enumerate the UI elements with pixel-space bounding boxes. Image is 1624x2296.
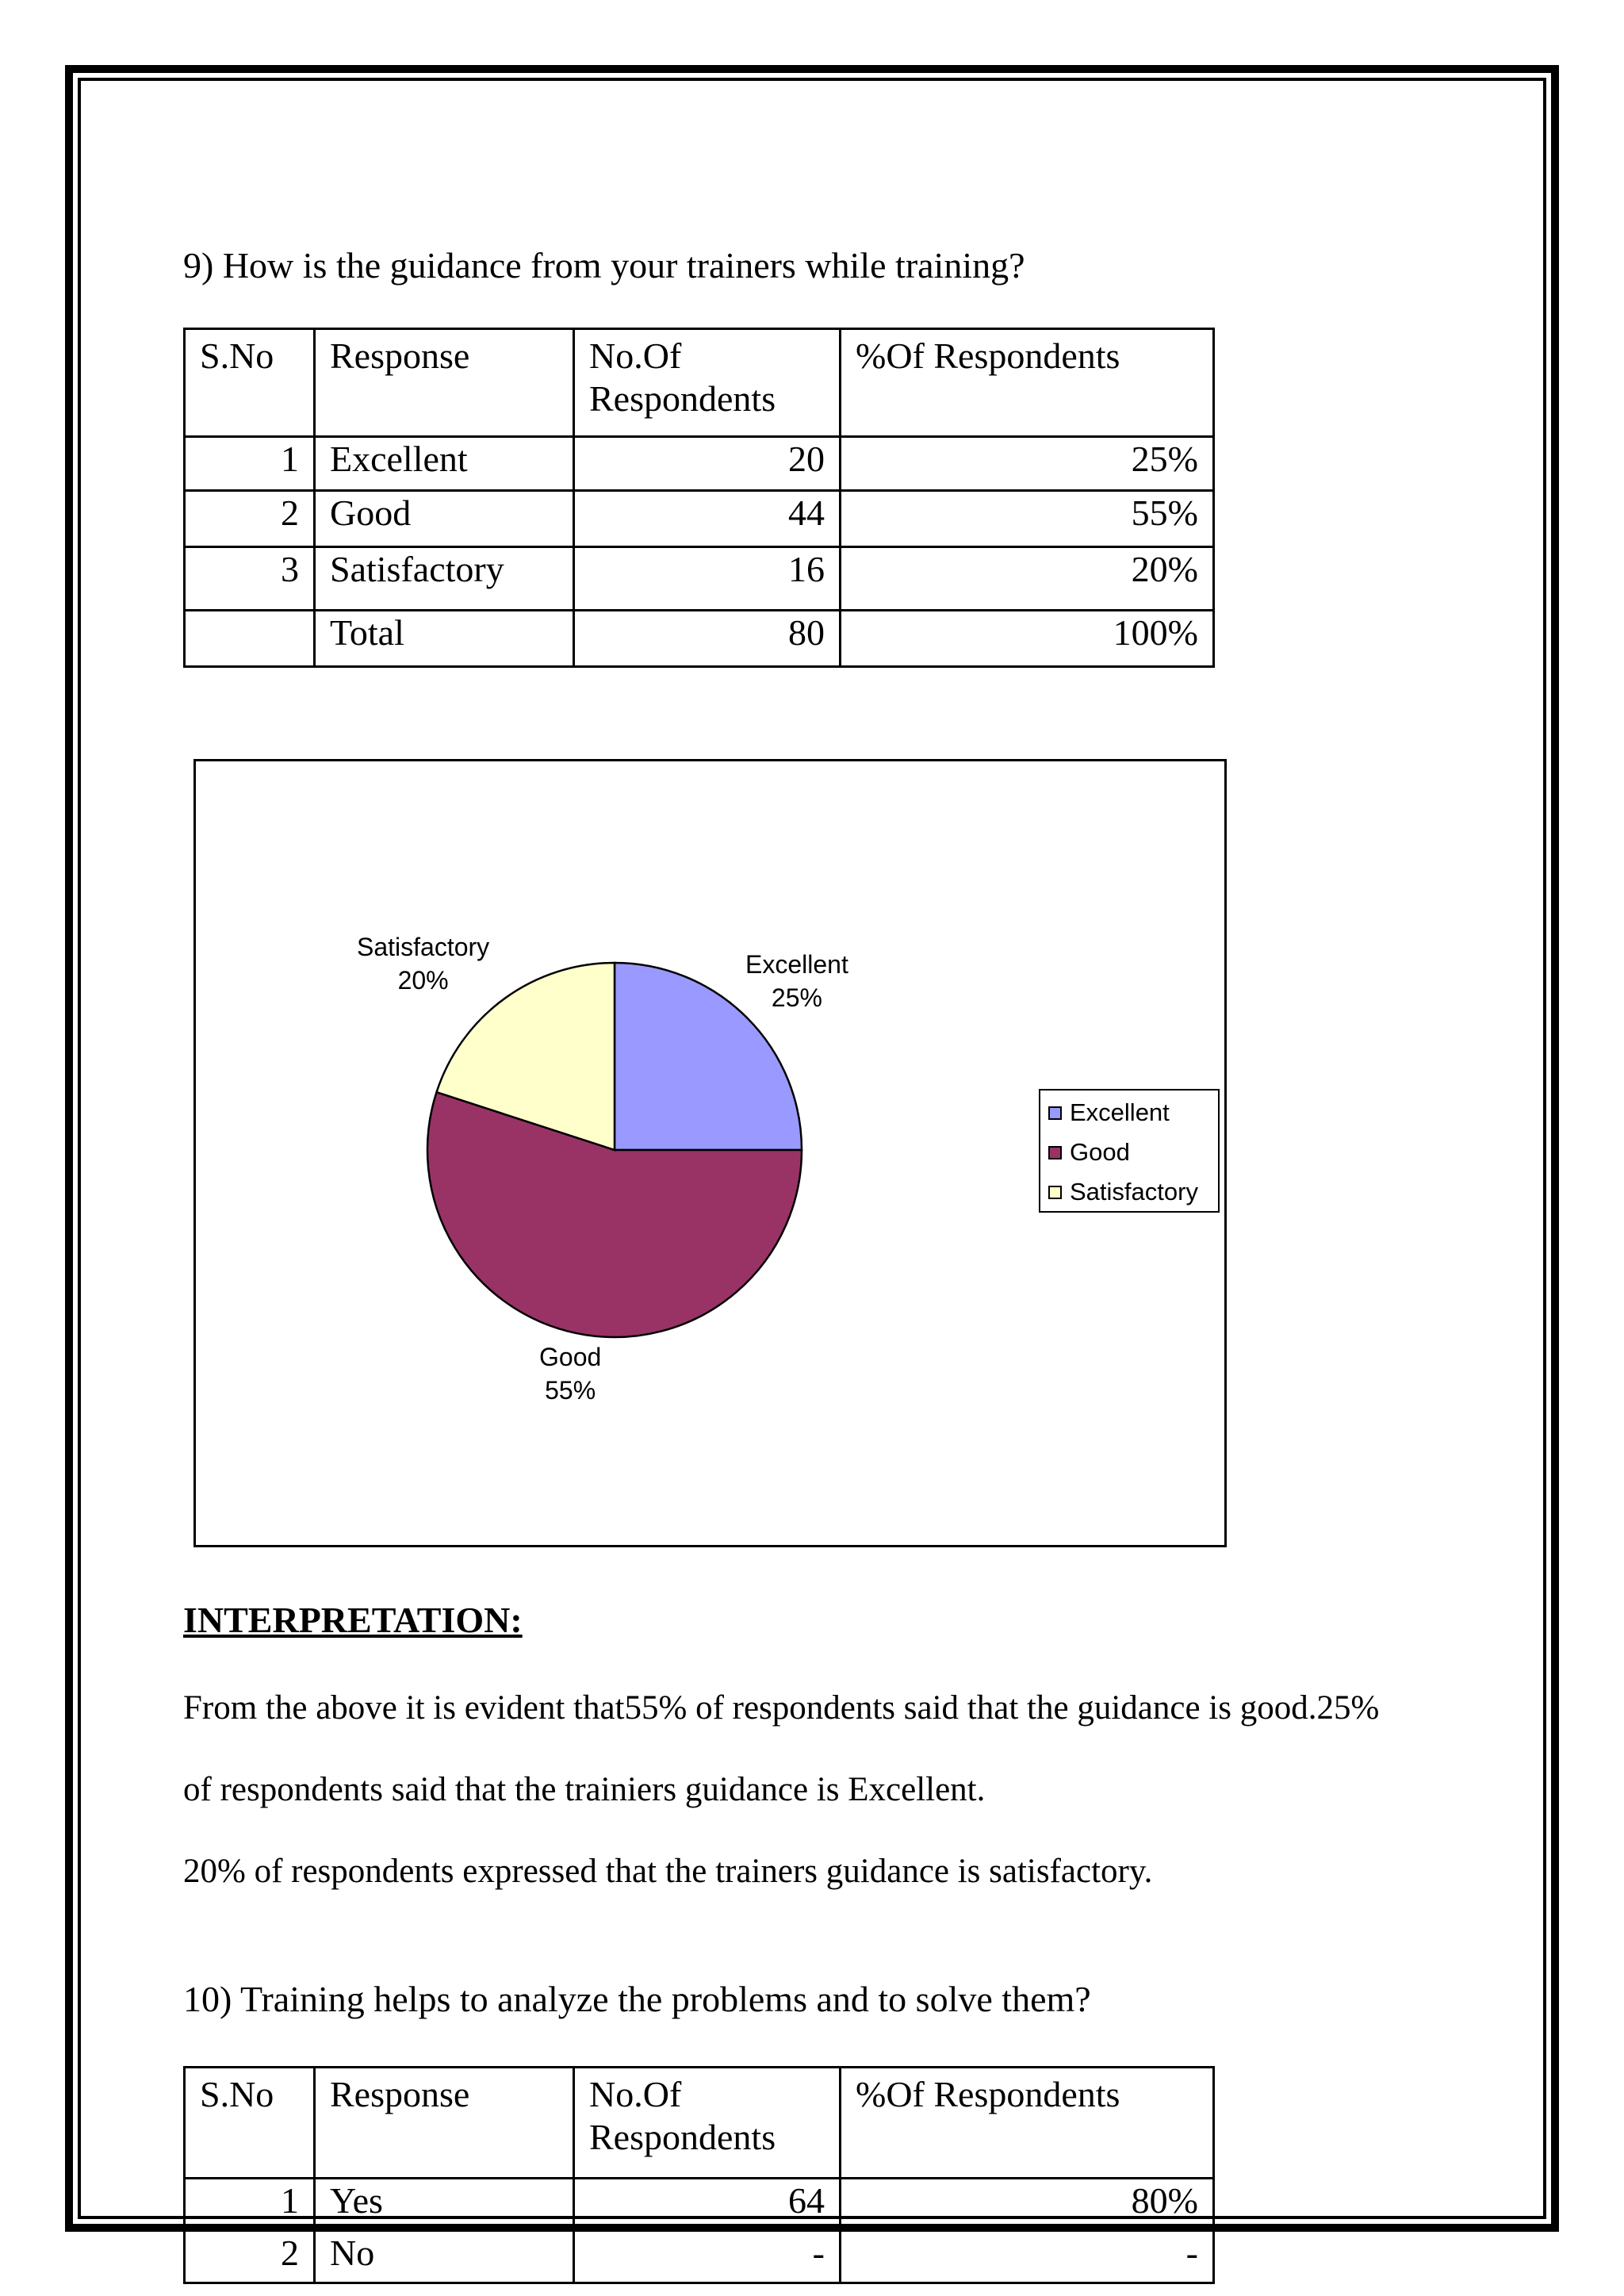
- legend-item-excellent: [1048, 1097, 1170, 1129]
- interpretation-heading: INTERPRETATION:: [183, 1600, 523, 1640]
- legend-label: Satisfactory: [1070, 1178, 1198, 1205]
- cell-response: No: [315, 2231, 574, 2283]
- legend-item-good: [1048, 1137, 1130, 1168]
- header-count: No.Of Respondents: [574, 329, 841, 437]
- slice-label-satisfactory-pct: 20%: [397, 966, 449, 995]
- table-row: [185, 2231, 1214, 2283]
- legend-item-satisfactory: [1048, 1176, 1198, 1208]
- cell-count: 44: [574, 491, 841, 547]
- slice-label-good-pct: 55%: [545, 1376, 596, 1405]
- legend-swatch: [1048, 1106, 1062, 1120]
- question-9: 9) How is the guidance from your trainers while training?: [183, 245, 1025, 286]
- cell-count: 16: [574, 547, 841, 611]
- cell-sno: 1: [185, 2179, 315, 2231]
- table-header-row: [185, 2068, 1214, 2179]
- cell-sno: 2: [185, 491, 315, 547]
- cell-percent: -: [841, 2231, 1214, 2283]
- cell-count: 64: [574, 2179, 841, 2231]
- question-10: 10) Training helps to analyze the problems and to solve them?: [183, 1979, 1091, 2019]
- interpretation-line: From the above it is evident that55% of respondents said that the guidance is good.25%: [183, 1689, 1380, 1727]
- table-row: [185, 2179, 1214, 2231]
- cell-sno: 2: [185, 2231, 315, 2283]
- cell-percent: 100%: [841, 611, 1214, 667]
- cell-count: -: [574, 2231, 841, 2283]
- header-response: Response: [315, 329, 574, 437]
- cell-sno: 3: [185, 547, 315, 611]
- interpretation-line: 20% of respondents expressed that the trainers guidance is satisfactory.: [183, 1853, 1153, 1890]
- slice-label-excellent-name: Excellent: [745, 950, 848, 979]
- chart-legend: [1039, 1089, 1220, 1213]
- header-count: No.Of Respondents: [574, 2068, 841, 2179]
- cell-response: Total: [315, 611, 574, 667]
- slice-label-excellent: [745, 948, 848, 1014]
- slice-label-excellent-pct: 25%: [771, 983, 822, 1012]
- header-percent: %Of Respondents: [841, 2068, 1214, 2179]
- cell-percent: 80%: [841, 2179, 1214, 2231]
- cell-response: Yes: [315, 2179, 574, 2231]
- cell-percent: 55%: [841, 491, 1214, 547]
- slice-label-satisfactory: [357, 930, 489, 997]
- slice-label-satisfactory-name: Satisfactory: [357, 933, 490, 961]
- slice-label-good: [539, 1340, 601, 1407]
- q10-table: [183, 2066, 1215, 2284]
- cell-count: 20: [574, 437, 841, 491]
- header-percent: %Of Respondents: [841, 329, 1214, 437]
- cell-response: Good: [315, 491, 574, 547]
- legend-label: Excellent: [1070, 1098, 1170, 1126]
- cell-count: 80: [574, 611, 841, 667]
- interpretation-line: of respondents said that the trainiers guidance is Excellent.: [183, 1771, 986, 1808]
- header-sno: S.No: [185, 2068, 315, 2179]
- legend-label: Good: [1070, 1138, 1130, 1166]
- legend-swatch: [1048, 1186, 1062, 1199]
- cell-sno: 1: [185, 437, 315, 491]
- cell-response: Excellent: [315, 437, 574, 491]
- legend-swatch: [1048, 1146, 1062, 1159]
- cell-percent: 25%: [841, 437, 1214, 491]
- cell-percent: 20%: [841, 547, 1214, 611]
- cell-response: Satisfactory: [315, 547, 574, 611]
- header-sno: S.No: [185, 329, 315, 437]
- slice-label-good-name: Good: [539, 1343, 602, 1371]
- header-response: Response: [315, 2068, 574, 2179]
